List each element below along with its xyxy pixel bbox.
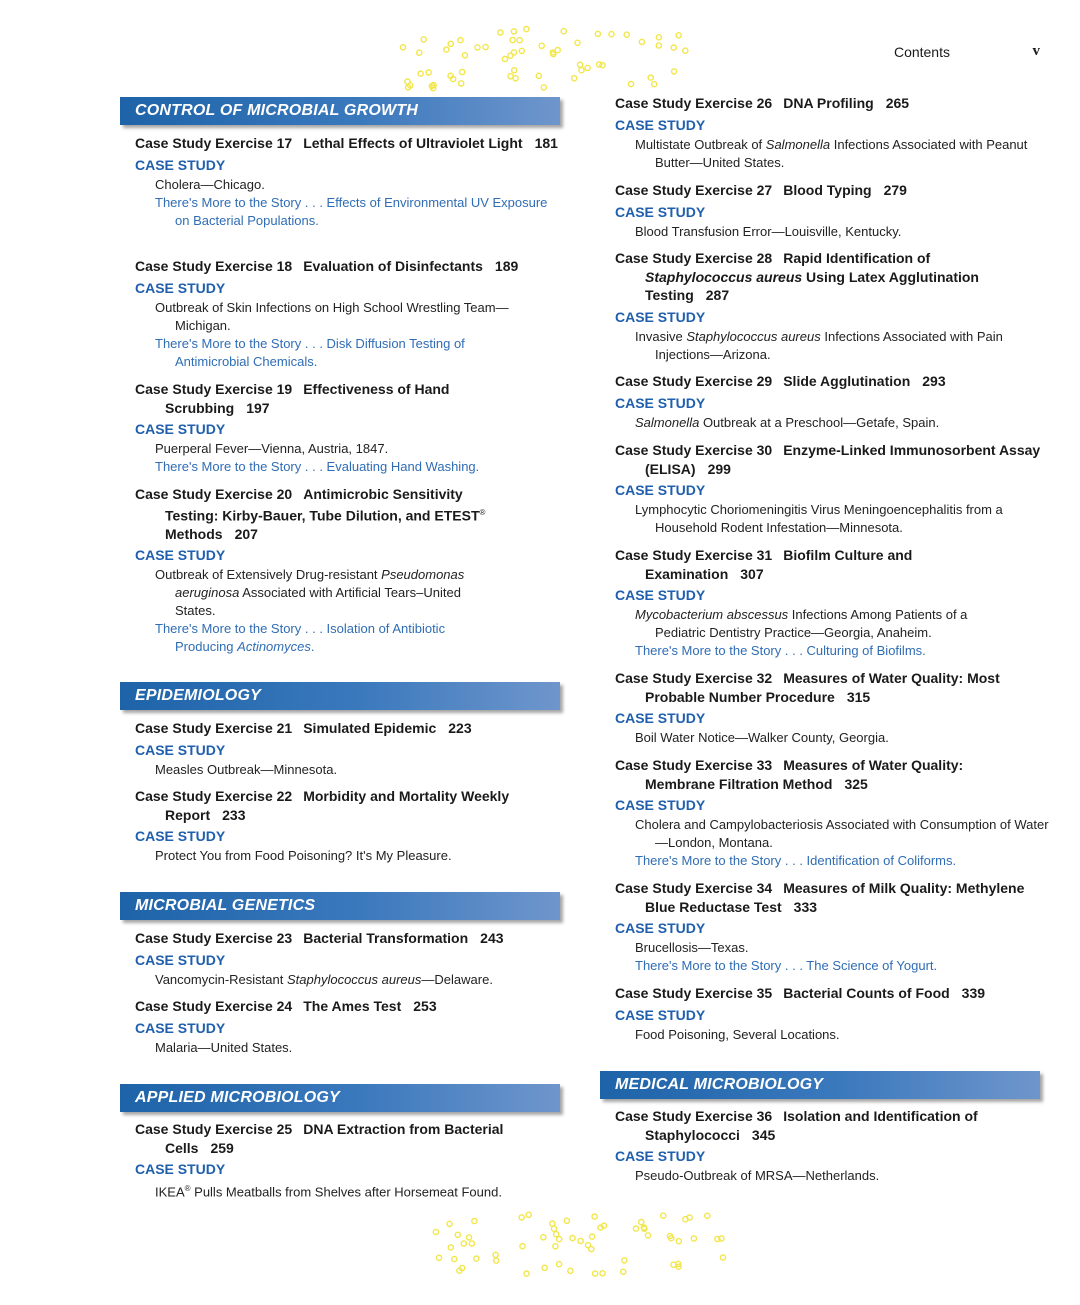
decorative-dot bbox=[676, 33, 681, 38]
case-study-label: CASE STUDY bbox=[615, 1148, 706, 1164]
section-header-control: CONTROL OF MICROBIAL GROWTH bbox=[120, 97, 560, 125]
decorative-dot bbox=[572, 76, 577, 81]
case-study-description: Pseudo-Outbreak of MRSA—Netherlands. bbox=[635, 1168, 880, 1183]
more-to-story-link[interactable]: There's More to the Story . . . Disk Diffusion Testing of Antimicrobial Chemicals. bbox=[155, 335, 465, 369]
decorative-dot bbox=[448, 41, 453, 46]
decorative-dot bbox=[557, 1262, 562, 1267]
decorative-dot bbox=[524, 27, 529, 32]
decorative-dot bbox=[691, 1236, 696, 1241]
decorative-dot bbox=[683, 48, 688, 53]
exercise-34 bbox=[615, 879, 1025, 975]
decorative-dot bbox=[513, 76, 518, 81]
decorative-dot bbox=[472, 1218, 477, 1223]
case-study-description: Cholera and Campylobacteriosis Associated with Consumption of Water—London, Montana. bbox=[635, 817, 1049, 850]
decorative-dot bbox=[720, 1255, 725, 1260]
case-study-label: CASE STUDY bbox=[615, 116, 706, 133]
case-study-label: CASE STUDY bbox=[615, 308, 706, 325]
case-study-description: Boil Water Notice—Walker County, Georgia. bbox=[635, 730, 889, 745]
section-header-medical: MEDICAL MICROBIOLOGY bbox=[600, 1071, 1040, 1099]
decorative-dot bbox=[536, 73, 541, 78]
decorative-dot bbox=[483, 44, 488, 49]
more-to-story-link[interactable]: There's More to the Story . . . Evaluating Hand Washing. bbox=[155, 459, 480, 474]
exercise-19 bbox=[135, 380, 505, 476]
decorative-dot bbox=[656, 35, 661, 40]
case-study-description: IKEA® Pulls Meatballs from Shelves after Horsemeat Found. bbox=[155, 1184, 502, 1200]
case-study-description: Multistate Outbreak of Salmonella Infections Associated with Peanut Butter—United States. bbox=[635, 136, 1028, 170]
decorative-dot bbox=[541, 1235, 546, 1240]
decorative-dot bbox=[541, 85, 546, 90]
exercise-22 bbox=[135, 787, 565, 865]
exercise-30 bbox=[615, 441, 1055, 537]
decorative-dot bbox=[459, 81, 464, 86]
decorative-dot bbox=[475, 45, 480, 50]
exercise-28 bbox=[615, 249, 1045, 364]
decorative-dot bbox=[460, 69, 465, 74]
decorative-dot bbox=[426, 70, 431, 75]
decorative-dot bbox=[433, 1229, 438, 1234]
decorative-dot bbox=[633, 1226, 638, 1231]
case-study-description: Salmonella Outbreak at a Preschool—Getafe, Spain. bbox=[635, 414, 940, 430]
case-study-label: CASE STUDY bbox=[135, 279, 226, 296]
section-header-epidemiology: EPIDEMIOLOGY bbox=[120, 682, 560, 710]
decorative-dot bbox=[652, 82, 657, 87]
exercise-33 bbox=[615, 756, 1055, 870]
exercise-31 bbox=[615, 546, 1015, 660]
case-study-description: Food Poisoning, Several Locations. bbox=[635, 1026, 840, 1042]
decorative-dot bbox=[600, 1271, 605, 1276]
exercise-title[interactable]: Case Study Exercise 34 Measures of Milk Quality: Methylene Blue Reductase Test 333 bbox=[615, 880, 1025, 915]
decorative-dot bbox=[656, 43, 661, 48]
decorative-dot bbox=[648, 75, 653, 80]
decorative-dot bbox=[609, 32, 614, 37]
decorative-dot bbox=[436, 1255, 441, 1260]
exercise-35 bbox=[615, 984, 1055, 1044]
decorative-dot bbox=[493, 1252, 498, 1257]
decorative-dot bbox=[592, 1214, 597, 1219]
exercise-25 bbox=[135, 1120, 565, 1201]
decorative-dot bbox=[542, 1265, 547, 1270]
decorative-dot bbox=[455, 1232, 460, 1237]
case-study-label: CASE STUDY bbox=[615, 482, 706, 498]
decorative-dot bbox=[510, 37, 515, 42]
decorative-dot bbox=[628, 82, 633, 87]
case-study-description: Malaria—United States. bbox=[155, 1039, 293, 1055]
exercise-title[interactable]: Case Study Exercise 31 Biofilm Culture and Examination 307 bbox=[615, 547, 913, 582]
exercise-24 bbox=[135, 997, 565, 1057]
more-to-story-link[interactable]: There's More to the Story . . . Identification of Coliforms. bbox=[635, 853, 957, 868]
decorative-dot bbox=[520, 1244, 525, 1249]
decorative-dot bbox=[570, 1236, 575, 1241]
decorative-dot bbox=[524, 1271, 529, 1276]
decorative-dot bbox=[595, 31, 600, 36]
running-head: Contents bbox=[893, 44, 950, 60]
decorative-dot bbox=[444, 47, 449, 52]
exercise-title[interactable]: Case Study Exercise 23 Bacterial Transformation 243 bbox=[135, 930, 504, 946]
case-study-description: Blood Transfusion Error—Louisville, Kentucky. bbox=[635, 223, 902, 239]
decorative-dot bbox=[502, 56, 507, 61]
exercise-32 bbox=[615, 669, 1045, 747]
decorative-dot bbox=[590, 1234, 595, 1239]
case-study-description: Puerperal Fever—Vienna, Austria, 1847. bbox=[155, 441, 389, 456]
decorative-dot bbox=[645, 1233, 650, 1238]
decorative-dot bbox=[622, 1258, 627, 1263]
case-study-label: CASE STUDY bbox=[135, 1161, 226, 1177]
exercise-title[interactable]: Case Study Exercise 30 Enzyme-Linked Immunosorbent Assay (ELISA) 299 bbox=[615, 442, 1041, 477]
exercise-title[interactable]: Case Study Exercise 32 Measures of Water Quality: Most Probable Number Procedure 315 bbox=[615, 670, 1000, 705]
section-header-applied: APPLIED MICROBIOLOGY bbox=[120, 1084, 560, 1112]
decorative-dot bbox=[452, 1257, 457, 1262]
decorative-dot bbox=[593, 1271, 598, 1276]
decorative-dot bbox=[639, 1220, 644, 1225]
case-study-description: Cholera—Chicago. bbox=[155, 176, 265, 192]
decorative-dot bbox=[461, 1241, 466, 1246]
decorative-dot bbox=[498, 30, 503, 35]
decorative-dot bbox=[448, 1245, 453, 1250]
case-study-label: CASE STUDY bbox=[135, 951, 226, 968]
decorative-dot bbox=[462, 53, 467, 58]
exercise-title[interactable]: Case Study Exercise 18 Evaluation of Disinfectants 189 bbox=[135, 258, 519, 274]
decorative-dot bbox=[526, 1212, 531, 1217]
decorative-dot bbox=[458, 38, 463, 43]
case-study-description: Protect You from Food Poisoning? It's My Pleasure. bbox=[155, 848, 452, 863]
exercise-20 bbox=[135, 485, 515, 656]
exercise-title[interactable]: Case Study Exercise 17 Lethal Effects of Ultraviolet Light 181 bbox=[135, 135, 558, 151]
decorative-dot bbox=[585, 65, 590, 70]
exercise-title[interactable]: Case Study Exercise 26 DNA Profiling 265 bbox=[615, 95, 910, 111]
decorative-dot bbox=[447, 1221, 452, 1226]
decorative-dot bbox=[551, 1226, 556, 1231]
more-to-story-link[interactable]: There's More to the Story . . . Culturing of Biofilms. bbox=[635, 643, 926, 658]
case-study-description: Measles Outbreak—Minnesota. bbox=[155, 761, 338, 777]
exercise-title[interactable]: Case Study Exercise 36 Isolation and Identification of Staphylococci 345 bbox=[615, 1108, 978, 1143]
decorative-dot bbox=[519, 48, 524, 53]
more-to-story-link[interactable]: There's More to the Story . . . Effects of Environmental UV Exposure on Bacterial Populations. bbox=[155, 194, 548, 228]
decorative-dot bbox=[585, 1243, 590, 1248]
exercise-18 bbox=[135, 257, 565, 371]
case-study-description: Outbreak of Extensively Drug-resistant Pseudomonas aeruginosa Associated with Artificial Tears–United States. bbox=[155, 567, 465, 619]
decorative-dot bbox=[469, 1241, 474, 1246]
decorative-dot bbox=[494, 1258, 499, 1263]
decorative-dot bbox=[578, 62, 583, 67]
case-study-label: CASE STUDY bbox=[615, 587, 706, 603]
decorative-dot bbox=[466, 1235, 471, 1240]
decorative-dot bbox=[539, 43, 544, 48]
exercise-17 bbox=[135, 134, 565, 230]
more-to-story-link[interactable]: There's More to the Story . . . Isolation of Antibiotic Producing Actinomyces. bbox=[155, 621, 446, 655]
exercise-title[interactable]: Case Study Exercise 25 DNA Extraction from Bacterial Cells 259 bbox=[135, 1121, 504, 1156]
decorative-dot bbox=[421, 37, 426, 42]
exercise-26 bbox=[615, 94, 1045, 172]
decorative-dot bbox=[511, 29, 516, 34]
decorative-dots-top bbox=[395, 25, 690, 93]
decorative-dot bbox=[553, 1244, 558, 1249]
case-study-description: Invasive Staphylococcus aureus Infections Associated with Pain Injections—Arizona. bbox=[635, 328, 1003, 362]
decorative-dot bbox=[676, 1239, 681, 1244]
decorative-dot bbox=[554, 1232, 559, 1237]
case-study-label: CASE STUDY bbox=[135, 421, 226, 437]
exercise-title[interactable]: Case Study Exercise 19 Effectiveness of Hand Scrubbing 197 bbox=[135, 381, 450, 416]
decorative-dot bbox=[624, 32, 629, 37]
decorative-dot bbox=[511, 50, 516, 55]
case-study-label: CASE STUDY bbox=[615, 203, 706, 220]
case-study-label: CASE STUDY bbox=[135, 828, 226, 844]
decorative-dot bbox=[418, 71, 423, 76]
decorative-dot bbox=[417, 50, 422, 55]
exercise-title[interactable]: Case Study Exercise 20 Antimicrobic Sensitivity Testing: Kirby-Bauer, Tube Dilution, and ETEST® Methods 207 bbox=[135, 486, 486, 542]
decorative-dot bbox=[400, 45, 405, 50]
exercise-title[interactable]: Case Study Exercise 27 Blood Typing 279 bbox=[615, 182, 907, 198]
section-header-genetics: MICROBIAL GENETICS bbox=[120, 892, 560, 920]
case-study-label: CASE STUDY bbox=[615, 797, 706, 813]
exercise-title[interactable]: Case Study Exercise 33 Measures of Water Quality: Membrane Filtration Method 325 bbox=[615, 757, 964, 792]
more-to-story-link[interactable]: There's More to the Story . . . The Science of Yogurt. bbox=[635, 958, 938, 973]
page-number: v bbox=[1032, 43, 1040, 59]
case-study-description: Brucellosis—Texas. bbox=[635, 940, 749, 955]
decorative-dot bbox=[474, 1256, 479, 1261]
decorative-dot bbox=[561, 29, 566, 34]
case-study-label: CASE STUDY bbox=[615, 394, 706, 411]
exercise-title[interactable]: Case Study Exercise 21 Simulated Epidemic 223 bbox=[135, 720, 472, 736]
exercise-36 bbox=[615, 1107, 1035, 1185]
decorative-dot bbox=[621, 1269, 626, 1274]
decorative-dot bbox=[672, 69, 677, 74]
page-header bbox=[740, 44, 1040, 64]
decorative-dot bbox=[575, 40, 580, 45]
case-study-description: Mycobacterium abscessus Infections Among Patients of a Pediatric Dentistry Practice—Georgia, Anaheim. bbox=[635, 607, 968, 640]
decorative-dot bbox=[564, 1218, 569, 1223]
exercise-title[interactable]: Case Study Exercise 28 Rapid Identification of Staphylococcus aureus Using Latex Agglutination Testing 287 bbox=[615, 250, 979, 303]
case-study-label: CASE STUDY bbox=[135, 1019, 226, 1036]
exercise-21 bbox=[135, 719, 565, 779]
decorative-dots-bottom bbox=[430, 1210, 730, 1278]
case-study-description: Outbreak of Skin Infections on High School Wrestling Team—Michigan. bbox=[155, 299, 509, 333]
decorative-dot bbox=[578, 1238, 583, 1243]
case-study-label: CASE STUDY bbox=[615, 710, 706, 726]
decorative-dot bbox=[597, 62, 602, 67]
exercise-27 bbox=[615, 181, 1045, 241]
exercise-title[interactable]: Case Study Exercise 24 The Ames Test 253 bbox=[135, 998, 437, 1014]
decorative-dot bbox=[671, 45, 676, 50]
decorative-dot bbox=[568, 1268, 573, 1273]
exercise-29 bbox=[615, 372, 1045, 432]
exercise-title[interactable]: Case Study Exercise 29 Slide Agglutination 293 bbox=[615, 373, 946, 389]
case-study-label: CASE STUDY bbox=[615, 1006, 706, 1023]
case-study-description: Lymphocytic Choriomeningitis Virus Meningoencephalitis from a Household Rodent Infestation—Minnesota. bbox=[635, 502, 1003, 535]
exercise-title[interactable]: Case Study Exercise 22 Morbidity and Mortality Weekly Report 233 bbox=[135, 788, 510, 823]
exercise-23 bbox=[135, 929, 565, 989]
decorative-dot bbox=[705, 1213, 710, 1218]
exercise-title[interactable]: Case Study Exercise 35 Bacterial Counts of Food 339 bbox=[615, 985, 986, 1001]
case-study-description: Vancomycin-Resistant Staphylococcus aureus—Delaware. bbox=[155, 971, 493, 987]
decorative-dot bbox=[519, 1215, 524, 1220]
decorative-dot bbox=[579, 68, 584, 73]
decorative-dot bbox=[517, 38, 522, 43]
case-study-label: CASE STUDY bbox=[615, 920, 706, 936]
case-study-label: CASE STUDY bbox=[135, 156, 226, 173]
case-study-label: CASE STUDY bbox=[135, 741, 226, 758]
case-study-label: CASE STUDY bbox=[135, 547, 226, 564]
decorative-dot bbox=[639, 39, 644, 44]
decorative-dot bbox=[661, 1213, 666, 1218]
decorative-dot bbox=[512, 68, 517, 73]
